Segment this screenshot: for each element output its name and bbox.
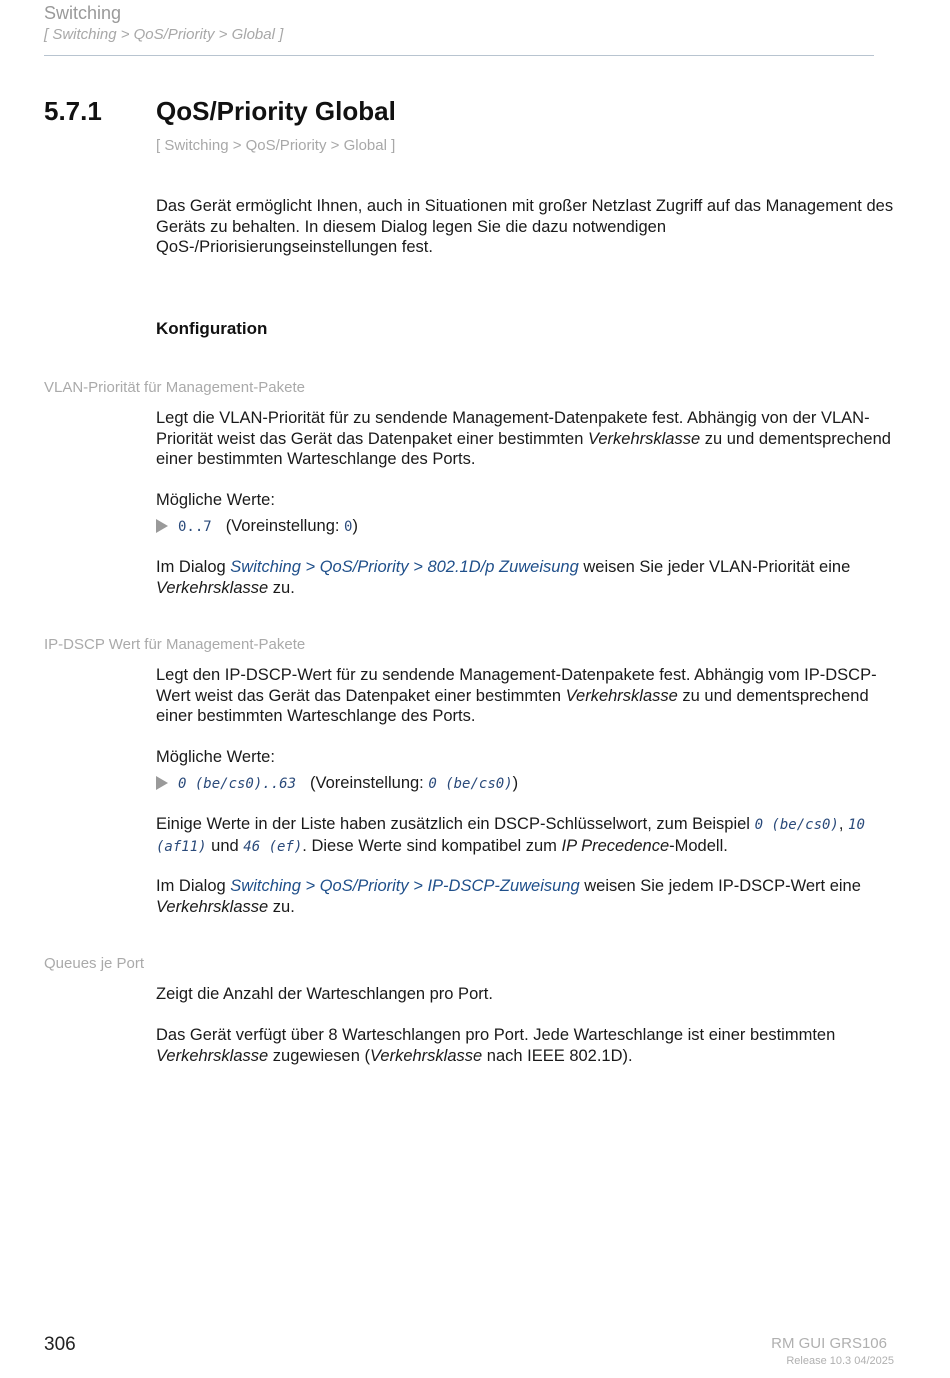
section-intro: Das Gerät ermöglicht Ihnen, auch in Situationen mit großer Netzlast Zugriff auf das Management des Geräts zu behalten. In diesem Dialog legen Sie die dazu notwendigen QoS-/Priorisierungseinstellungen fest. bbox=[156, 197, 894, 257]
dscp-default: 0 (be/cs0) bbox=[428, 776, 513, 792]
running-header-title: Switching bbox=[44, 3, 122, 23]
vlan-description: Legt die VLAN-Priorität für zu sendende Management-Datenpakete fest. Abhängig von der VLAN-Priorität weist das Gerät das Datenpaket einer bestimmten Verkehrsklasse zu und dementsprechend einer bestimmten Warteschlange des Ports. bbox=[156, 409, 891, 469]
vlan-dialog-note: Im Dialog Switching > QoS/Priority > 802.1D/p Zuweisung weisen Sie jeder VLAN-Priorität eine Verkehrsklasse zu. bbox=[156, 558, 851, 597]
dscp-dialog-note: Im Dialog Switching > QoS/Priority > IP-DSCP-Zuweisung weisen Sie jedem IP-DSCP-Wert eine Verkehrsklasse zu. bbox=[156, 877, 861, 916]
footer-release: Release 10.3 04/2025 bbox=[786, 1355, 894, 1367]
dscp-values-label: Mögliche Werte: bbox=[156, 748, 275, 766]
header-divider bbox=[44, 55, 874, 56]
param-label-ip-dscp: IP-DSCP Wert für Management-Pakete bbox=[44, 636, 306, 653]
dscp-range: 0 (be/cs0)..63 bbox=[178, 776, 297, 792]
section-path: [ Switching > QoS/Priority > Global ] bbox=[156, 137, 396, 154]
queues-description: Zeigt die Anzahl der Warteschlangen pro Port. bbox=[156, 985, 493, 1003]
page-number: 306 bbox=[44, 1334, 76, 1355]
dscp-description: Legt den IP-DSCP-Wert für zu sendende Management-Datenpakete fest. Abhängig vom IP-DSCP-Wert weist das Gerät das Datenpaket einer bestimmten Verkehrsklasse zu und dementsprechend einer bestimmten Warteschlange des Ports. bbox=[156, 666, 877, 726]
bullet-triangle-icon bbox=[156, 776, 168, 790]
link-8021dp-zuweisung[interactable]: Switching > QoS/Priority > 802.1D/p Zuweisung bbox=[230, 558, 579, 576]
vlan-default: 0 bbox=[344, 519, 353, 535]
subsection-title: Konfiguration bbox=[156, 319, 268, 338]
param-label-queues-per-port: Queues je Port bbox=[44, 955, 145, 972]
queues-detail: Das Gerät verfügt über 8 Warteschlangen pro Port. Jede Warteschlange ist einer bestimmten Verkehrsklasse zugewiesen (Verkehrsklasse nach IEEE 802.1D). bbox=[156, 1026, 836, 1065]
bullet-triangle-icon bbox=[156, 519, 168, 533]
link-ip-dscp-zuweisung[interactable]: Switching > QoS/Priority > IP-DSCP-Zuweisung bbox=[230, 877, 580, 895]
dscp-keyword-note: Einige Werte in der Liste haben zusätzlich ein DSCP-Schlüsselwort, zum Beispiel 0 (be/cs0), 10 (af11) und 46 (ef). Diese Werte sind kompatibel zum IP Precedence-Modell. bbox=[156, 815, 865, 855]
vlan-values-label: Mögliche Werte: bbox=[156, 491, 275, 509]
footer-document-name: RM GUI GRS106 bbox=[771, 1335, 887, 1352]
section-number: 5.7.1 bbox=[44, 96, 102, 126]
param-label-vlan-priority: VLAN-Priorität für Management-Pakete bbox=[44, 379, 305, 396]
vlan-values-item: 0..7 (Voreinstellung: 0) bbox=[156, 516, 898, 538]
section-title: QoS/Priority Global bbox=[156, 96, 396, 126]
running-header-path: [ Switching > QoS/Priority > Global ] bbox=[44, 26, 284, 43]
dscp-values-item: 0 (be/cs0)..63 (Voreinstellung: 0 (be/cs0)) bbox=[156, 773, 898, 795]
vlan-range: 0..7 bbox=[178, 519, 212, 535]
